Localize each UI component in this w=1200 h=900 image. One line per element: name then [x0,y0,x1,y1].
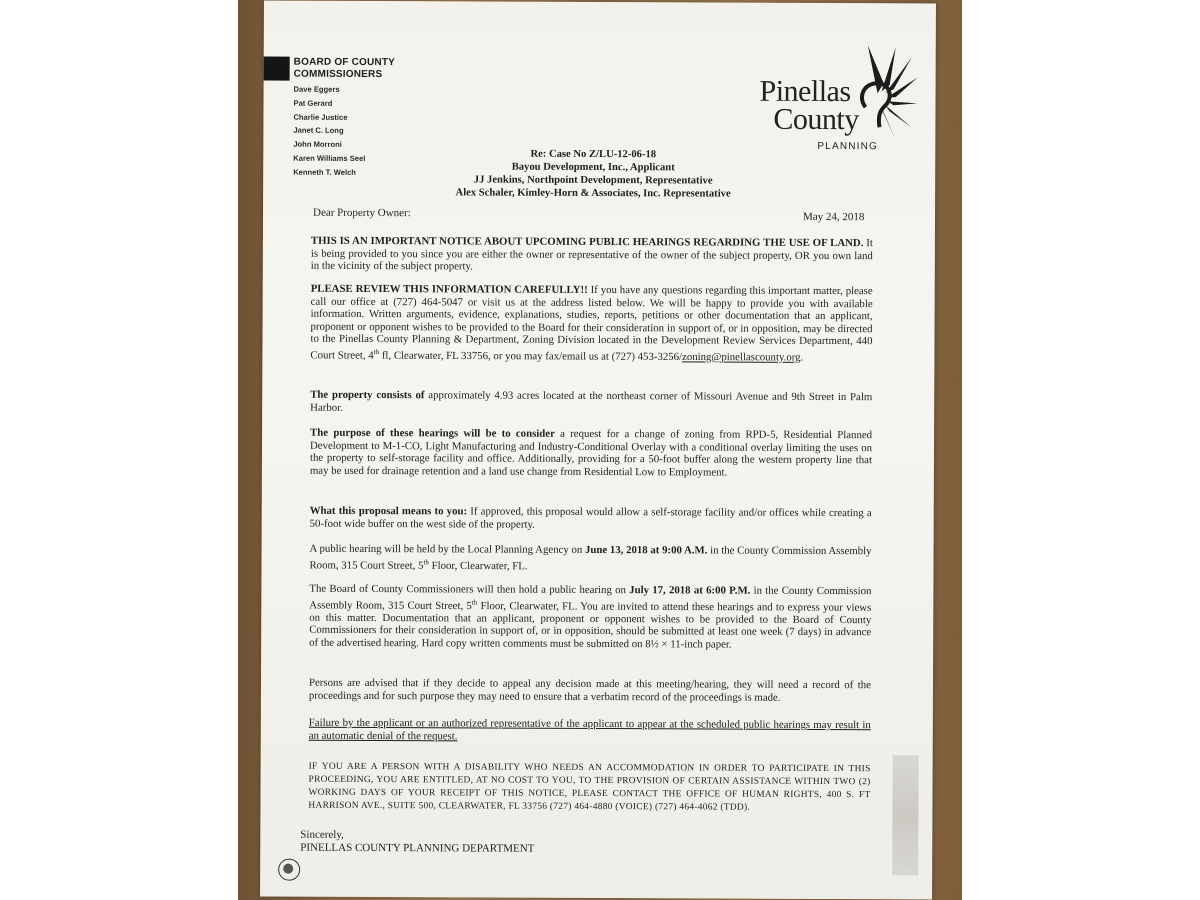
bcc-text-1: The Board of County Commissioners will then hold a public hearing on [309,582,630,597]
department-name: PINELLAS COUNTY PLANNING DEPARTMENT [300,841,535,855]
property-heading: The property consists of [310,388,425,402]
bcc-sup: th [471,598,478,607]
logo-line1: Pinellas [759,74,851,109]
board-member: Karen Williams Seel [293,153,366,163]
lpa-date: June 13, 2018 at 9:00 A.M. [584,543,708,557]
meaning-heading: What this proposal means to you: [309,504,468,518]
property-text: approximately 4.93 acres located at the northeast corner of Missouri Avenue and 9th Street in Palm Harbor. [310,389,873,414]
lpa-text-1: A public hearing will be held by the Local Planning Agency on [309,542,586,556]
seal-icon [278,859,300,881]
paragraph-ada [308,761,870,815]
paragraph-bcc-hearing [309,583,871,652]
review-text-1: If you have any questions regarding this important matter, please call our office at (727) 464-5047 or visit us at the address listed below. We will be happy to provide you with available information. Written arguments, evidence, explanations, studies, reports, petitions or other documentation that an applicant, proponent or opponent wishes to be provided to the Board for their consideration in support of, or in opposition, may be directed to the Pinellas County Planning & Department, Zoning Division located in the Development Review Services Department, 440 Court Street, 4 [310,283,873,362]
appeal-text: Persons are advised that if they decide to appeal any decision made at this meeting/hearing, they will need a record of the proceedings and for such purpose they may need to ensure that a verbatim record of the proceedings is made. [308,676,872,704]
bcc-text-2: in the County Commission Assembly Room, 315 Court Street, 5 [309,584,872,612]
board-member: Charlie Justice [293,112,348,122]
faded-stamp-mark [892,755,919,875]
purpose-text: a request for a change of zoning from RPD-5, Residential Planned Development to M-1-CO, Light Manufacturing and Industry-Conditional Overlay with a conditional overlay limiting the uses on the property to self-storage facility and office. Additionally, providing for a 50-foot buffer along the western property line that may be used for drainage retention and a land use change from Residential Low to Employment. [309,427,873,479]
review-text-3: . [800,351,804,364]
bcc-text-3: Floor, Clearwater, FL. You are invited to attend these hearings and to express your views on this matter. Documentation that an applicant, proponent or opponent wishes to be provided to the Board of County Commissioners for their consideration in support of, or in opposition, should be submitted at least one week (7 days) in advance of the advertised hearing. Hard copy written comments must be submitted on 8½ × 11-inch paper. [309,599,872,651]
representative-1: JJ Jenkins, Northpoint Development, Representative [473,174,713,187]
ada-text: IF YOU ARE A PERSON WITH A DISABILITY WHO NEEDS AN ACCOMMODATION IN ORDER TO PARTICIPATE IN THIS PROCEEDING, YOU ARE ENTITLED, AT NO COST TO YOU, TO THE PROVISION OF CERTAIN ASSISTANCE WITHIN TWO (2) WORKING DAYS OF YOUR RECEIPT OF THIS NOTICE, PLEASE CONTACT THE OFFICE OF HUMAN RIGHTS, 400 S. FT HARRISON AVE., SUITE 500, CLEARWATER, FL 33756 (727) 464-4880 (VOICE) (727) 464-4062 (TDD). [308,761,871,813]
board-member: Kenneth T. Welch [293,167,356,177]
case-reference [413,147,773,201]
lpa-sup: th [423,557,429,566]
board-member: Dave Eggers [293,84,340,94]
bcc-date: July 17, 2018 at 6:00 P.M. [629,584,751,597]
header-block-mark [264,57,290,81]
board-member: John Morroni [293,139,342,150]
lpa-text-3: Floor, Clearwater, FL. [428,559,528,572]
salutation: Dear Property Owner: [313,206,411,220]
applicant: Bayou Development, Inc., Applicant [511,161,675,174]
board-title-line1: BOARD OF COUNTY [293,56,396,69]
paragraph-failure [309,717,871,745]
logo-line2: County [773,102,859,137]
paragraph-purpose [310,427,872,480]
letter-page [260,1,936,900]
notice-text: It is being provided to you since you are either the owner or representative of the owner of the subject property, OR you own land in the vicinity of the subject property. [310,237,873,273]
zoning-email-link[interactable]: zoning@pinellascounty.org [682,350,801,364]
notice-heading: THIS IS AN IMPORTANT NOTICE ABOUT UPCOMING PUBLIC HEARINGS REGARDING THE USE OF LAND. [310,234,864,250]
paragraph-property [310,389,872,417]
purpose-heading: The purpose of these hearings will be to consider [310,426,555,440]
letter-date: May 24, 2018 [802,210,865,224]
review-heading: PLEASE REVIEW THIS INFORMATION CAREFULLY!! [310,282,588,296]
sincerely: Sincerely, [300,828,344,841]
pinellas-county-logo [751,43,922,164]
review-sup: th [373,347,380,357]
paragraph-notice [311,235,873,275]
representative-2: Alex Schaler, Kimley-Horn & Associates, Inc. Representative [455,187,731,200]
meaning-text: If approved, this proposal would allow a self-storage facility and/or offices while creating a 50-foot wide buffer on the west side of the property. [309,505,872,531]
paragraph-meaning [310,505,872,533]
paragraph-appeal [309,677,871,705]
failure-text: Failure by the applicant or an authorized representative of the applicant to appear at the scheduled public hearings may result in an automatic denial of the request. [308,716,871,742]
board-member: Pat Gerard [293,98,333,108]
paragraph-review [310,283,872,365]
signoff [300,829,600,856]
case-number: Re: Case No Z/LU-12-06-18 [530,148,657,161]
review-text-2: fl, Clearwater, FL 33756, or you may fax/email us at (727) 453-3256/ [379,349,683,363]
board-title-line2: COMMISSIONERS [293,68,383,81]
logo-line3: PLANNING [817,140,879,153]
paragraph-lpa-hearing [309,543,871,574]
board-member: Janet C. Long [293,126,344,136]
lpa-text-2: in the County Commission Assembly Room, 315 Court Street, 5 [309,544,872,572]
